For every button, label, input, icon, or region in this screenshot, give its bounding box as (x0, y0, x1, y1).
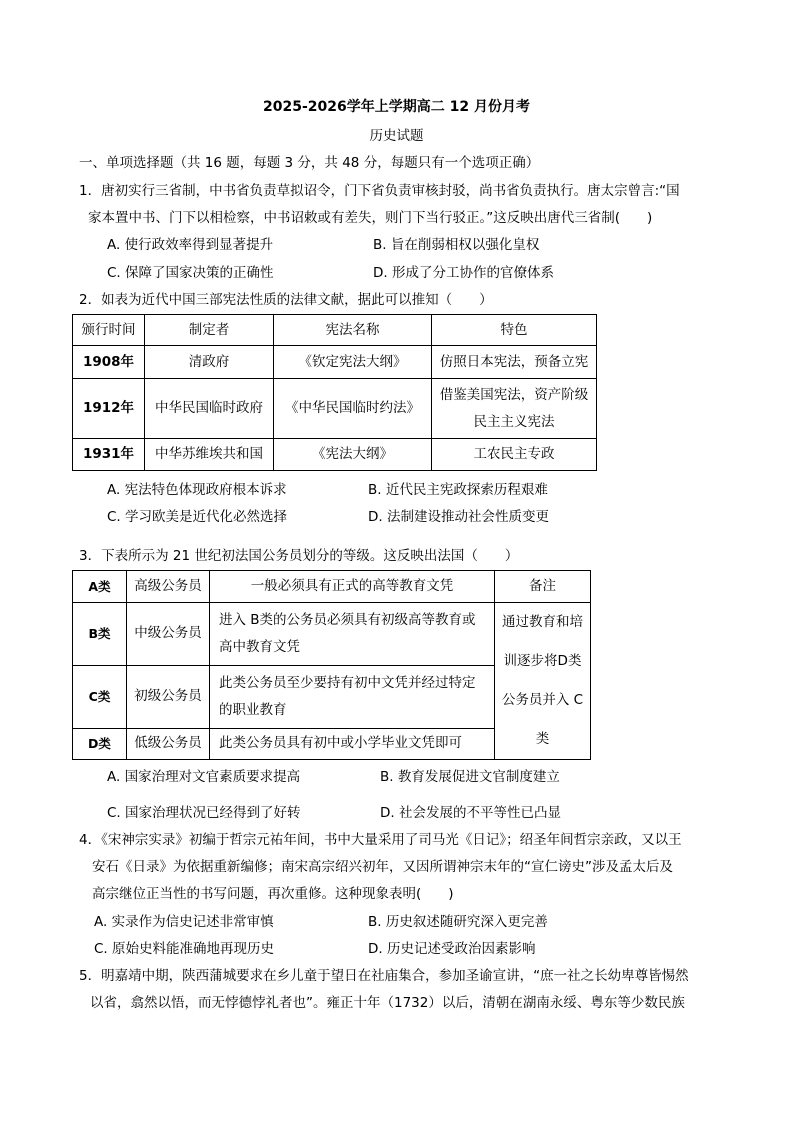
table-cell: 中华苏维埃共和国 (145, 439, 274, 471)
table-cell: 清政府 (145, 346, 274, 379)
q2-option-d: D. 法制建设推动社会性质变更 (368, 509, 549, 525)
q2-table (72, 314, 597, 471)
table-row (73, 439, 597, 471)
table-header: 制定者 (145, 315, 274, 346)
table-cell: B类 (73, 603, 127, 666)
q1-option-a: A. 使行政效率得到显著提升 (107, 237, 274, 253)
table-cell: 《钦定宪法大纲》 (274, 346, 432, 379)
table-header: 宪法名称 (274, 315, 432, 346)
exam-subtitle: 历史试题 (369, 128, 424, 144)
q1-stem-line2: 家本置中书、门下以相检察，中书诏敕或有差失，则门下当行驳正。”这反映出唐代三省制( ) (88, 210, 653, 226)
table-cell: 《宪法大纲》 (274, 439, 432, 471)
table-cell: 一般必须具有正式的高等教育文凭 (210, 571, 495, 603)
q4-stem-line3: 高宗继位正当性的书写问题，再次重修。这种现象表明( ) (92, 886, 454, 902)
table-cell: 高级公务员 (127, 571, 210, 603)
q2-stem: 2．如表为近代中国三部宪法性质的法律文献，据此可以推知（ ） (79, 292, 493, 308)
table-row (73, 379, 597, 439)
q4-option-b: B. 历史叙述随研究深入更完善 (368, 914, 548, 930)
q4-stem-line1: 4．《宋神宗实录》初编于哲宗元祐年间，书中大量采用了司马光《日记》；绍圣年间哲宗亲政，又以王 (79, 832, 682, 848)
table-header: 备注 (495, 571, 591, 603)
q1-option-c: C. 保障了国家决策的正确性 (107, 265, 274, 281)
q3-stem: 3．下表所示为 21 世纪初法国公务员划分的等级。这反映出法国（ ） (79, 548, 519, 564)
table-cell: 《中华民国临时约法》 (274, 379, 432, 439)
table-cell: 中级公务员 (127, 603, 210, 666)
table-cell: C类 (73, 665, 127, 728)
table-cell: 1912年 (73, 379, 145, 439)
q2-option-a: A. 宪法特色体现政府根本诉求 (107, 482, 287, 498)
q4-option-c: C. 原始史料能准确地再现历史 (94, 941, 275, 957)
table-cell: 通过教育和培训逐步将D类公务员并入 C类 (495, 603, 591, 760)
q1-option-d: D. 形成了分工协作的官僚体系 (373, 265, 554, 281)
q5-stem-line2: 以省，翕然以悟，而无悖德悖礼者也”。雍正十年（1732）以后，清朝在湖南永绥、粤东等少数民族 (90, 995, 685, 1011)
table-cell: 1931年 (73, 439, 145, 471)
q2-option-b: B. 近代民主宪政探索历程艰难 (368, 482, 548, 498)
q1-stem-line1: 1．唐初实行三省制，中书省负责草拟诏令，门下省负责审核封驳，尚书省负责执行。唐太宗曾言:“国 (79, 183, 680, 199)
table-cell: 1908年 (73, 346, 145, 379)
q4-stem-line2: 安石《日录》为依据重新编修；南宋高宗绍兴初年，又因所谓神宗末年的“宣仁谤史”涉及孟太后及 (92, 859, 673, 875)
q3-option-c: C. 国家治理状况已经得到了好转 (107, 805, 301, 821)
table-cell: 此类公务员至少要持有初中文凭并经过特定的职业教育 (210, 665, 495, 728)
table-cell: 此类公务员具有初中或小学毕业文凭即可 (210, 728, 495, 759)
table-cell: D类 (73, 728, 127, 759)
q3-table (72, 570, 591, 760)
table-cell: 借鉴美国宪法，资产阶级民主主义宪法 (432, 379, 597, 439)
table-row (73, 603, 591, 666)
table-cell: 工农民主专政 (432, 439, 597, 471)
table-cell: 进入 B类的公务员必须具有初级高等教育或高中教育文凭 (210, 603, 495, 666)
table-row (73, 346, 597, 379)
q1-option-b: B. 旨在削弱相权以强化皇权 (373, 237, 540, 253)
table-header: 颁行时间 (73, 315, 145, 346)
table-cell: 初级公务员 (127, 665, 210, 728)
exam-title: 2025-2026学年上学期高二 12 月份月考 (263, 99, 530, 115)
table-cell: 中华民国临时政府 (145, 379, 274, 439)
q3-option-b: B. 教育发展促进文官制度建立 (380, 769, 560, 785)
q4-option-a: A. 实录作为信史记述非常审慎 (94, 914, 274, 930)
q3-option-d: D. 社会发展的不平等性已凸显 (380, 805, 561, 821)
table-cell: A类 (73, 571, 127, 603)
q4-option-d: D. 历史记述受政治因素影响 (368, 941, 536, 957)
section-heading: 一、单项选择题（共 16 题，每题 3 分，共 48 分，每题只有一个选项正确） (79, 155, 540, 171)
table-cell: 低级公务员 (127, 728, 210, 759)
q5-stem-line1: 5．明嘉靖中期，陕西蒲城要求在乡儿童于望日在社庙集合，参加圣谕宣讲，“庶一社之长幼卑尊皆惕然 (79, 968, 689, 984)
q2-option-c: C. 学习欧美是近代化必然选择 (107, 509, 288, 525)
table-header-row (73, 315, 597, 346)
q3-option-a: A. 国家治理对文官素质要求提高 (107, 769, 301, 785)
table-cell: 仿照日本宪法，预备立宪 (432, 346, 597, 379)
table-header: 特色 (432, 315, 597, 346)
table-row (73, 571, 591, 603)
